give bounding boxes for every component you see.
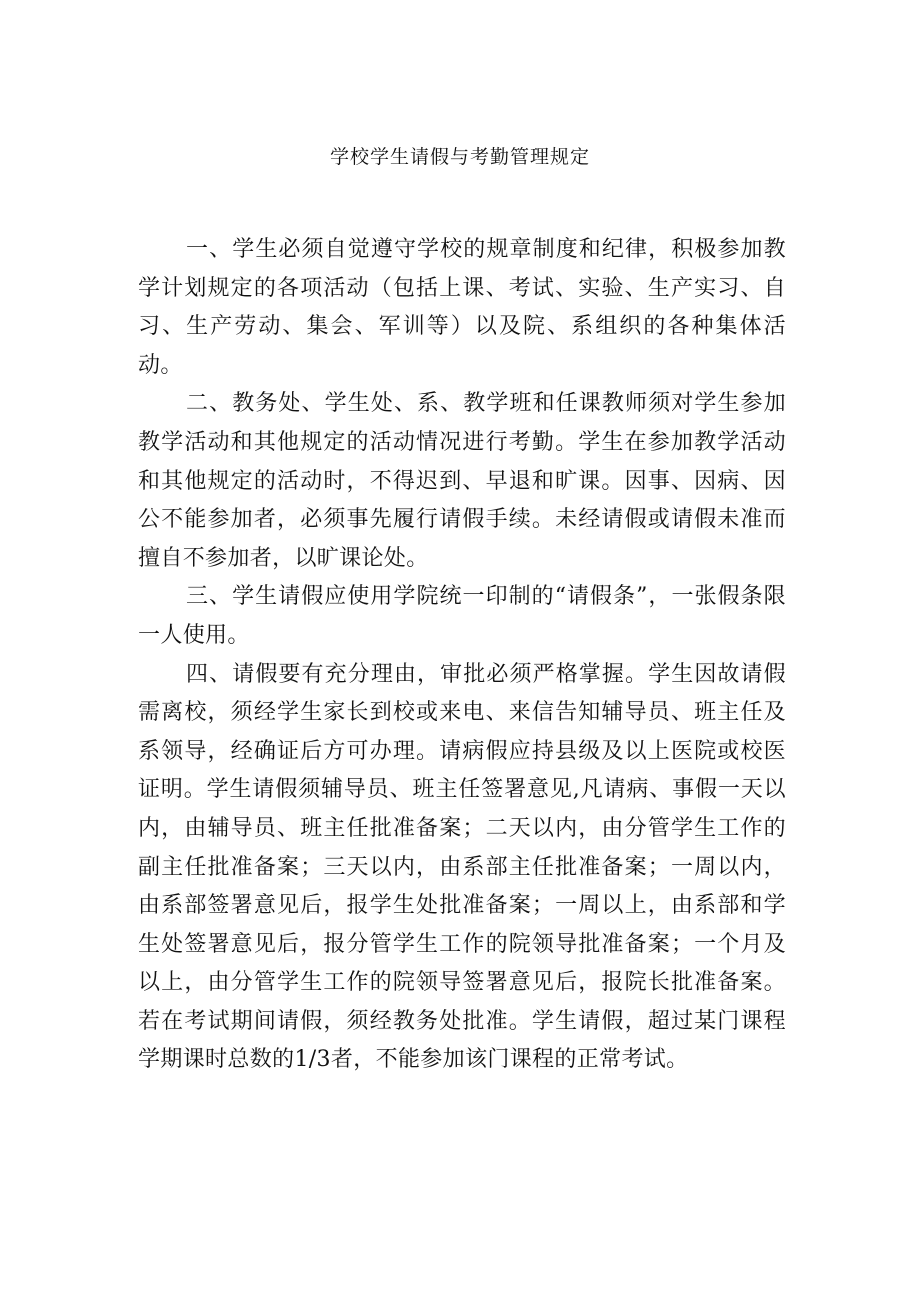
paragraph-2: 二、教务处、学生处、系、教学班和任课教师须对学生参加教学活动和其他规定的活动情况进行考勤。学生在参加教学活动和其他规定的活动时，不得迟到、早退和旷课。因事、因病、因公不能参加者，必须事先履行请假手续。未经请假或请假未准而擅自不参加者，以旷课论处。 bbox=[138, 391, 786, 571]
document-title: 学校学生请假与考勤管理规定 bbox=[329, 146, 590, 168]
document-body bbox=[138, 231, 786, 1080]
paragraph-4: 四、请假要有充分理由，审批必须严格掌握。学生因故请假需离校，须经学生家长到校或来电、来信告知辅导员、班主任及系领导，经确证后方可办理。请病假应持县级及以上医院或校医证明。学生请假须辅导员、班主任签署意见,凡请病、事假一天以内，由辅导员、班主任批准备案；二天以内，由分管学生工作的副主任批准备案；三天以内，由系部主任批准备案；一周以内，由系部签署意见后，报学生处批准备案；一周以上，由系部和学生处签署意见后，报分管学生工作的院领导批准备案；一个月及以上，由分管学生工作的院领导签署意见后，报院长批准备案。若在考试期间请假，须经教务处批准。学生请假，超过某门课程学期课时总数的1/3者，不能参加该门课程的正常考试。 bbox=[138, 661, 786, 1073]
paragraph-3: 三、学生请假应使用学院统一印制的“请假条”，一张假条限一人使用。 bbox=[138, 584, 786, 648]
paragraph-1: 一、学生必须自觉遵守学校的规章制度和纪律，积极参加教学计划规定的各项活动（包括上课、考试、实验、生产实习、自习、生产劳动、集会、军训等）以及院、系组织的各种集体活动。 bbox=[138, 237, 786, 378]
